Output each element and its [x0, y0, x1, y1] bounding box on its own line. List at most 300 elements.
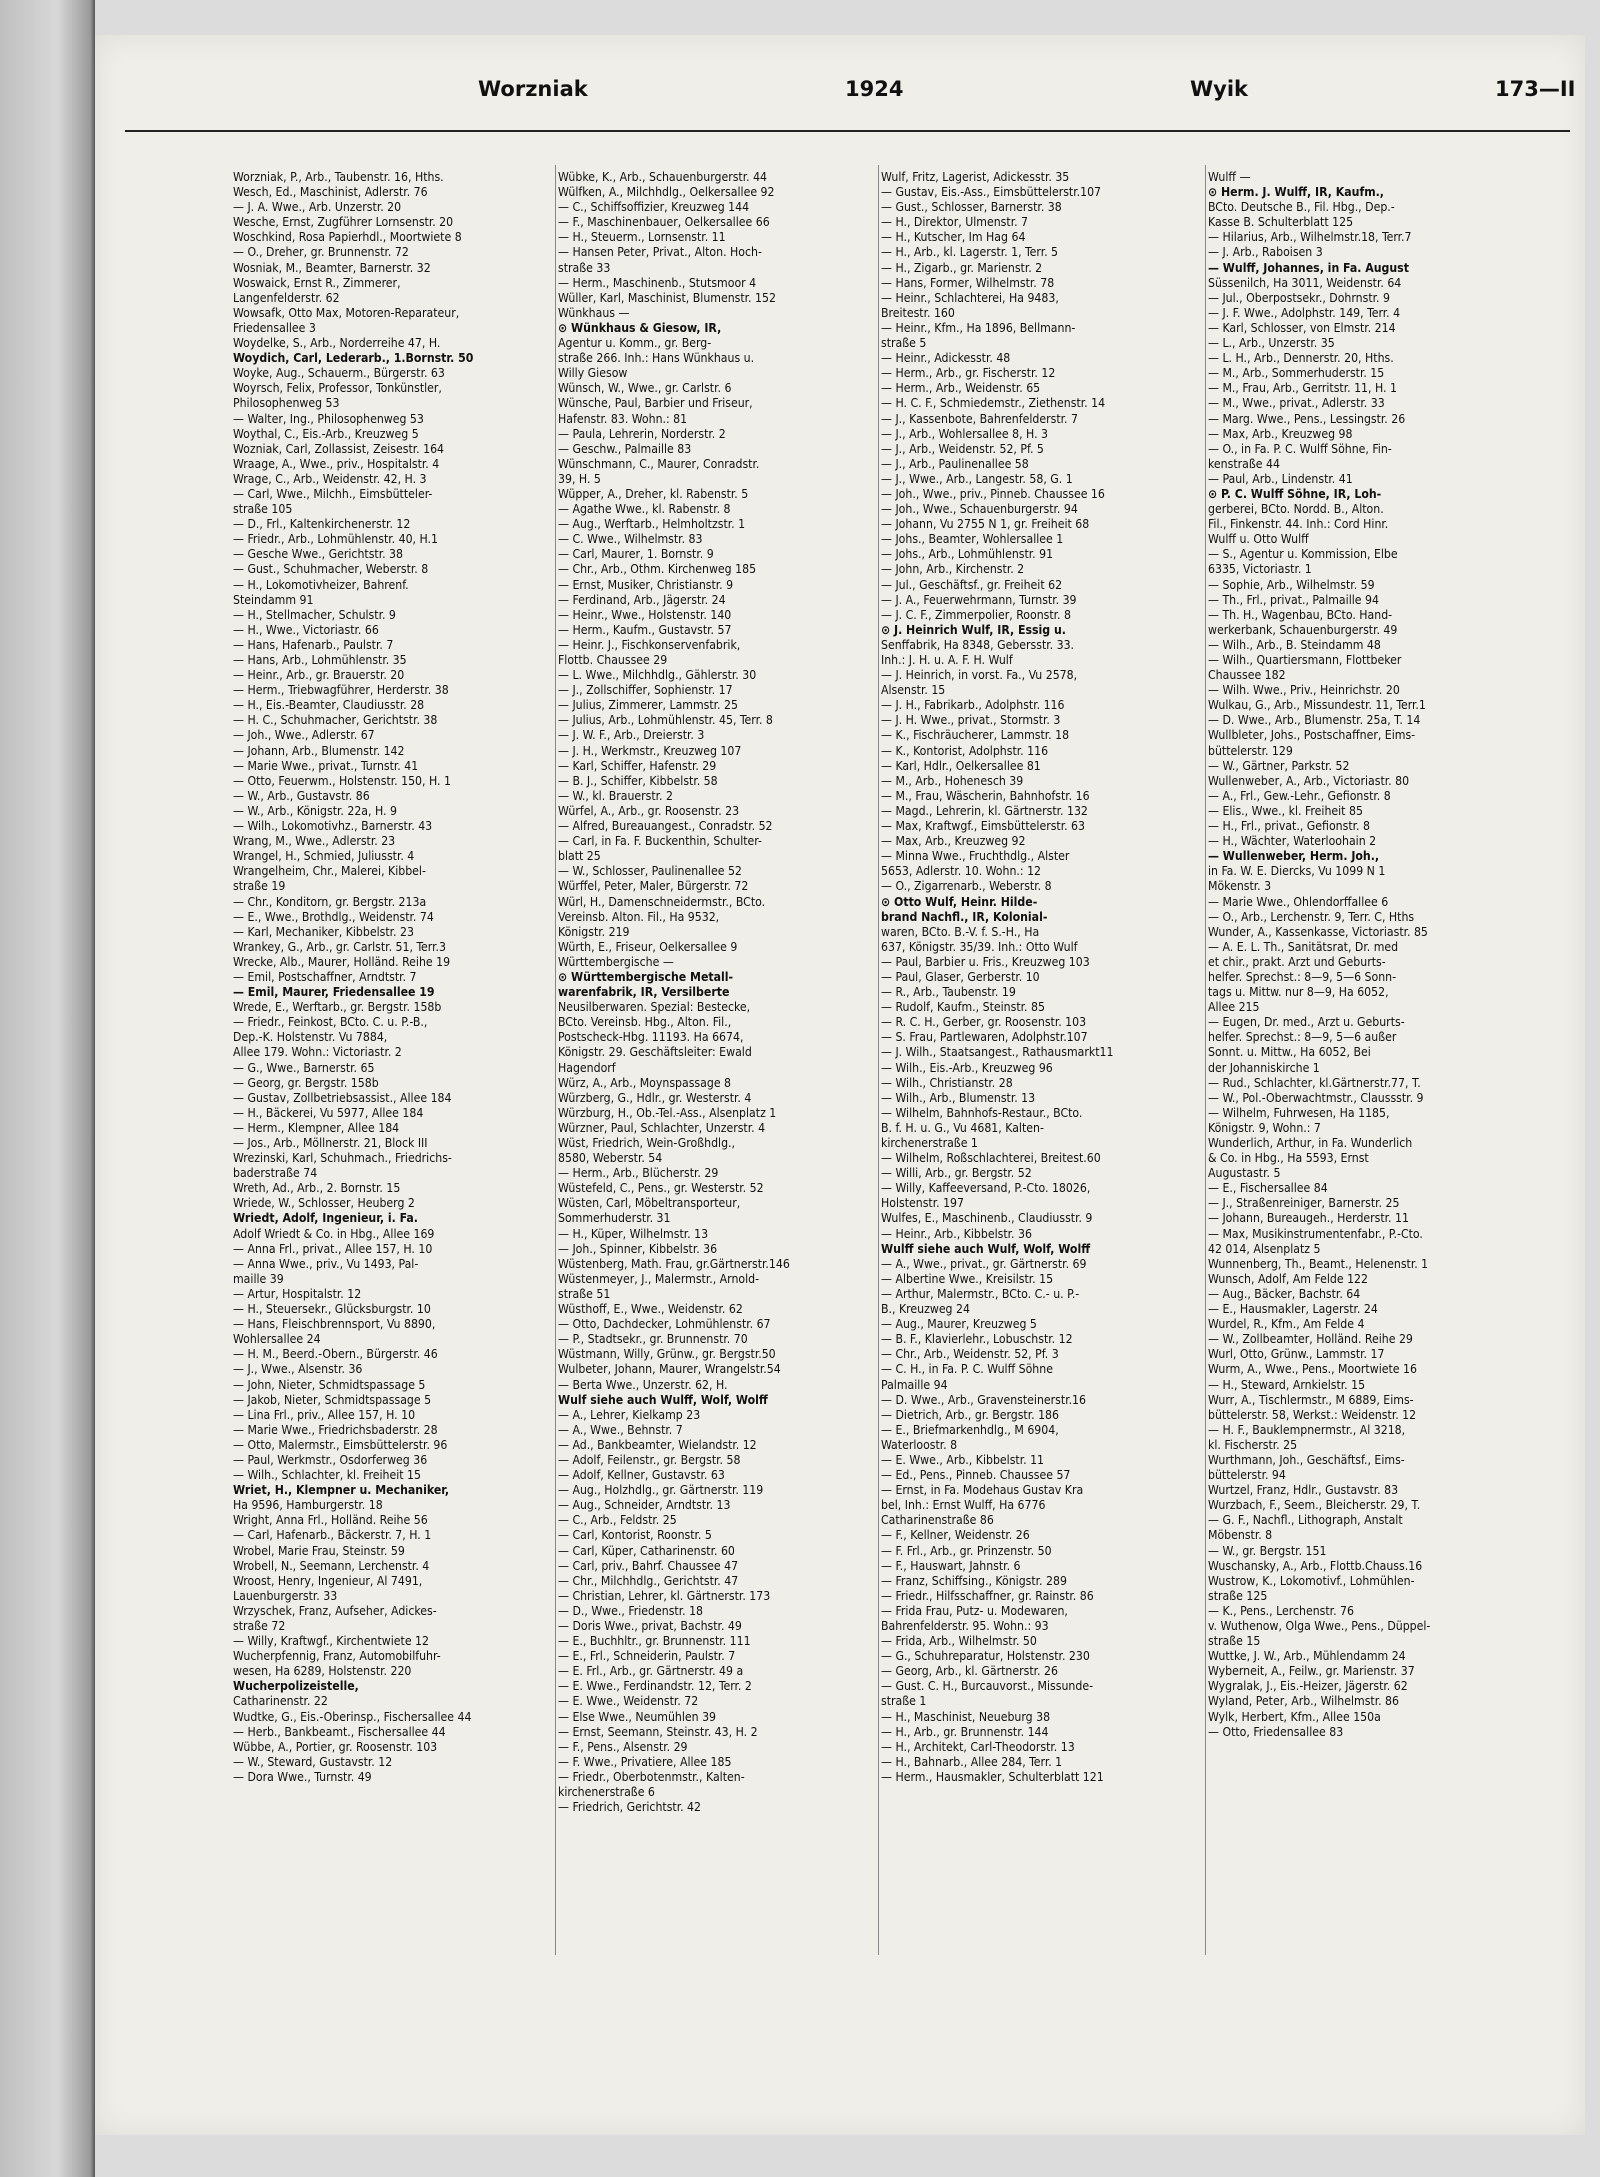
directory-entry: — Friedr., Arb., Lohmühlenstr. 40, H.1 — [233, 532, 439, 547]
directory-entry: Wucherpfennig, Franz, Automobilfuhr- — [233, 1649, 441, 1664]
directory-entry: kenstraße 44 — [1208, 456, 1280, 471]
directory-entry: Wurm, A., Wwe., Pens., Moortwiete 16 — [1208, 1362, 1417, 1377]
directory-entry: — Geschw., Palmaille 83 — [558, 441, 692, 456]
directory-entry: Senffabrik, Ha 8348, Gebersstr. 33. — [881, 637, 1075, 652]
directory-columns — [0, 170, 1600, 1950]
header-year: 1924 — [845, 77, 904, 101]
directory-entry: — Adolf, Feilenstr., gr. Bergstr. 58 — [558, 1452, 741, 1467]
directory-entry: — J. H., Werkmstr., Kreuzweg 107 — [558, 743, 742, 758]
directory-entry: Wüsten, Carl, Möbeltransporteur, — [558, 1196, 741, 1211]
directory-entry: Hagendorf — [558, 1060, 616, 1075]
directory-entry: — H., Arb., gr. Brunnenstr. 144 — [881, 1724, 1049, 1739]
directory-entry: — Aug., Holzhdlg., gr. Gärtnerstr. 119 — [558, 1483, 764, 1498]
directory-entry: — Marg. Wwe., Pens., Lessingstr. 26 — [1208, 411, 1406, 426]
directory-entry: Königstr. 9, Wohn.: 7 — [1208, 1120, 1321, 1135]
directory-entry: kirchenerstraße 1 — [881, 1136, 978, 1150]
directory-entry: Wübke, K., Arb., Schauenburgerstr. 44 — [558, 170, 768, 184]
directory-entry: Catharinenstr. 22 — [233, 1694, 328, 1709]
directory-entry: — Carl, priv., Bahrf. Chaussee 47 — [558, 1558, 739, 1573]
directory-entry: — Christian, Lehrer, kl. Gärtnerstr. 173 — [558, 1588, 771, 1603]
directory-entry: Wurthmann, Joh., Geschäftsf., Eims- — [1208, 1452, 1405, 1467]
directory-entry: — H., Zigarb., gr. Marienstr. 2 — [881, 260, 1043, 275]
directory-entry: — Wilhelm, Bahnhofs-Restaur., BCto. — [881, 1105, 1083, 1120]
directory-entry: — Walter, Ing., Philosophenweg 53 — [233, 411, 424, 426]
directory-entry: — Sophie, Arb., Wilhelmstr. 59 — [1208, 577, 1375, 592]
directory-entry: Wüsthoff, E., Wwe., Weidenstr. 62 — [558, 1302, 743, 1317]
directory-entry: — E., Fischersallee 84 — [1208, 1181, 1328, 1196]
directory-entry: Möbenstr. 8 — [1208, 1528, 1273, 1543]
directory-entry: — Anna Wwe., priv., Vu 1493, Pal- — [233, 1256, 419, 1271]
directory-entry: — Wilh., Quartiersmann, Flottbeker — [1208, 653, 1402, 667]
column-3 — [881, 170, 1203, 1785]
directory-entry: — M., Arb., Hohenesch 39 — [881, 773, 1024, 788]
directory-entry: Wulff — — [1208, 170, 1251, 184]
directory-entry: Würzner, Paul, Schlachter, Unzerstr. 4 — [558, 1120, 766, 1135]
directory-entry: — Alfred, Bureauangest., Conradstr. 52 — [558, 819, 773, 834]
directory-entry: Wrobell, N., Seemann, Lerchenstr. 4 — [233, 1558, 430, 1573]
directory-entry: — Johann, Bureaugeh., Herderstr. 11 — [1208, 1211, 1409, 1226]
directory-entry: — Herm., Arb., gr. Fischerstr. 12 — [881, 366, 1056, 381]
directory-entry: — W., Gärtner, Parkstr. 52 — [1208, 758, 1350, 773]
column-4 — [1208, 170, 1542, 1740]
directory-entry: — Herm., Arb., Blücherstr. 29 — [558, 1166, 719, 1181]
directory-entry: — Jakob, Nieter, Schmidtspassage 5 — [233, 1392, 432, 1407]
directory-entry: Wygralak, J., Eis.-Heizer, Jägerstr. 62 — [1208, 1679, 1408, 1694]
directory-entry: Wesch, Ed., Maschinist, Adlerstr. 76 — [233, 185, 428, 200]
directory-entry: — Karl, Hdlr., Oelkersallee 81 — [881, 758, 1041, 773]
directory-entry: Wüpper, A., Dreher, kl. Rabenstr. 5 — [558, 486, 749, 501]
directory-entry: — F. Frl., Arb., gr. Prinzenstr. 50 — [881, 1543, 1052, 1558]
directory-entry: Würl, H., Damenschneidermstr., BCto. — [558, 894, 766, 909]
directory-entry: — L. H., Arb., Dennerstr. 20, Hths. — [1208, 351, 1394, 366]
directory-entry: — E. Wwe., Ferdinandstr. 12, Terr. 2 — [558, 1679, 752, 1694]
directory-entry: — G. F., Nachfl., Lithograph, Anstalt — [1208, 1513, 1403, 1528]
directory-entry: — L., Arb., Unzerstr. 35 — [1208, 336, 1335, 351]
directory-entry: — A., Frl., Gew.-Lehr., Gefionstr. 8 — [1208, 788, 1391, 803]
directory-entry: — E. Wwe., Arb., Kibbelstr. 11 — [881, 1452, 1045, 1467]
directory-entry: büttelerstr. 58, Werkst.: Weidenstr. 12 — [1208, 1407, 1417, 1422]
directory-entry: — Herb., Bankbeamt., Fischersallee 44 — [233, 1724, 446, 1739]
directory-entry: — Wilh., Schlachter, kl. Freiheit 15 — [233, 1468, 421, 1483]
directory-entry: — H. C. F., Schmiedemstr., Ziethenstr. 14 — [881, 396, 1106, 411]
directory-entry: Wünsch, W., Wwe., gr. Carlstr. 6 — [558, 381, 732, 396]
directory-entry: — Gust., Schlosser, Barnerstr. 38 — [881, 200, 1062, 215]
directory-entry: Friedensallee 3 — [233, 320, 316, 335]
directory-entry: — Aug., Werftarb., Helmholtzstr. 1 — [558, 517, 746, 532]
directory-entry: Wyberneit, A., Feilw., gr. Marienstr. 37 — [1208, 1664, 1415, 1679]
directory-entry: — Chr., Arb., Weidenstr. 52, Pf. 3 — [881, 1347, 1059, 1362]
page-number: 173—II — [1495, 77, 1576, 101]
directory-entry: Wuttke, J. W., Arb., Mühlendamm 24 — [1208, 1649, 1406, 1664]
directory-entry: Wrankey, G., Arb., gr. Carlstr. 51, Terr.3 — [233, 939, 446, 954]
directory-entry: straße 72 — [233, 1619, 286, 1633]
directory-entry: — F., Kellner, Weidenstr. 26 — [881, 1528, 1030, 1543]
directory-entry: Wuschansky, A., Arb., Flottb.Chauss.16 — [1208, 1558, 1423, 1573]
directory-entry: — H., Steuerm., Lornsenstr. 11 — [558, 230, 726, 245]
directory-entry: — Paul, Arb., Lindenstr. 41 — [1208, 471, 1353, 486]
directory-entry: — Johs., Beamter, Wohlersallee 1 — [881, 532, 1064, 547]
directory-entry: Wyland, Peter, Arb., Wilhelmstr. 86 — [1208, 1694, 1400, 1709]
directory-entry: Wrede, E., Werftarb., gr. Bergstr. 158b — [233, 1000, 442, 1015]
directory-entry: — H., Steuersekr., Glücksburgstr. 10 — [233, 1302, 431, 1317]
directory-entry: straße 125 — [1208, 1588, 1268, 1603]
directory-entry: — Georg, Arb., kl. Gärtnerstr. 26 — [881, 1664, 1058, 1679]
directory-entry: — O., in Fa. P. C. Wulff Söhne, Fin- — [1208, 441, 1392, 456]
directory-entry: Wurl, Otto, Grünw., Lammstr. 17 — [1208, 1347, 1385, 1362]
directory-entry: ⊙ Wünkhaus & Giesow, IR, — [558, 320, 722, 335]
directory-entry: — L. Wwe., Milchhdlg., Gählerstr. 30 — [558, 668, 757, 683]
directory-entry: Würzburg, H., Ob.-Tel.-Ass., Alsenplatz 1 — [558, 1105, 777, 1120]
directory-entry: — Ernst, Musiker, Christianstr. 9 — [558, 577, 734, 592]
directory-entry: straße 1 — [881, 1694, 927, 1709]
directory-entry: Wright, Anna Frl., Holländ. Reihe 56 — [233, 1513, 428, 1528]
directory-entry: — H., Stellmacher, Schulstr. 9 — [233, 607, 396, 622]
directory-entry: — W., Steward, Gustavstr. 12 — [233, 1754, 393, 1769]
directory-entry: — Johann, Arb., Blumenstr. 142 — [233, 743, 405, 758]
directory-entry: ⊙ Herm. J. Wulff, IR, Kaufm., — [1208, 185, 1384, 200]
directory-entry: — D., Wwe., Friedenstr. 18 — [558, 1603, 704, 1618]
directory-entry: Palmaille 94 — [881, 1377, 948, 1392]
directory-entry: Wurtzel, Franz, Hdlr., Gustavstr. 83 — [1208, 1483, 1399, 1498]
directory-entry: — Wilh., Arb., Blumenstr. 13 — [881, 1090, 1036, 1105]
directory-entry: Wüstmann, Willy, Grünw., gr. Bergstr.50 — [558, 1347, 776, 1362]
directory-entry: — Julius, Arb., Lohmühlenstr. 45, Terr. 8 — [558, 713, 773, 728]
header-left-keyword: Worzniak — [478, 77, 588, 101]
directory-entry: — H. M., Beerd.-Obern., Bürgerstr. 46 — [233, 1347, 438, 1362]
directory-entry: — O., Arb., Lerchenstr. 9, Terr. C, Hths — [1208, 909, 1415, 924]
directory-entry: — Carl, Hafenarb., Bäckerstr. 7, H. 1 — [233, 1528, 432, 1543]
directory-entry: — Carl, Kontorist, Roonstr. 5 — [558, 1528, 712, 1543]
directory-entry: — Arthur, Malermstr., BCto. C.- u. P.- — [881, 1286, 1080, 1301]
directory-entry: Wüst, Friedrich, Wein-Großhdlg., — [558, 1136, 736, 1150]
column-2 — [558, 170, 876, 1815]
directory-entry: — K., Kontorist, Adolphstr. 116 — [881, 743, 1049, 758]
directory-entry: Sonnt. u. Mittw., Ha 6052, Bei — [1208, 1045, 1371, 1060]
directory-entry: — Doris Wwe., privat, Bachstr. 49 — [558, 1619, 742, 1633]
directory-entry: — Lina Frl., priv., Allee 157, H. 10 — [233, 1407, 416, 1422]
directory-entry: Neusilberwaren. Spezial: Bestecke, — [558, 1000, 751, 1015]
directory-entry: — Artur, Hospitalstr. 12 — [233, 1286, 362, 1301]
directory-entry: Wrzyschek, Franz, Aufseher, Adickes- — [233, 1603, 437, 1618]
directory-entry: — M., Arb., Sommerhuderstr. 15 — [1208, 366, 1385, 381]
directory-entry: — Dora Wwe., Turnstr. 49 — [233, 1769, 372, 1784]
directory-entry: — Marie Wwe., Ohlendorffallee 6 — [1208, 894, 1389, 909]
directory-entry: — Th., Frl., privat., Palmaille 94 — [1208, 592, 1379, 607]
directory-entry: Wriet, H., Klempner u. Mechaniker, — [233, 1483, 450, 1498]
directory-entry: Steindamm 91 — [233, 592, 314, 607]
directory-entry: — Paul, Werkmstr., Osdorferweg 36 — [233, 1452, 428, 1467]
directory-entry: bel, Inh.: Ernst Wulff, Ha 6776 — [881, 1498, 1046, 1513]
directory-entry: Woyke, Aug., Schauerm., Bürgerstr. 63 — [233, 366, 445, 381]
directory-entry: Philosophenweg 53 — [233, 396, 340, 411]
directory-entry: — Friedr., Oberbotenmstr., Kalten- — [558, 1769, 745, 1784]
directory-entry: 6335, Victoriastr. 1 — [1208, 562, 1312, 577]
directory-entry: der Johanniskirche 1 — [1208, 1060, 1320, 1075]
directory-entry: — E. Wwe., Weidenstr. 72 — [558, 1694, 699, 1709]
directory-entry: — Herm., Triebwagführer, Herderstr. 38 — [233, 683, 449, 698]
directory-entry: wesen, Ha 6289, Holstenstr. 220 — [233, 1664, 412, 1679]
directory-entry: Wurr, A., Tischlermstr., M 6889, Eims- — [1208, 1392, 1414, 1407]
directory-entry: Dep.-K. Holstenstr. Vu 7884, — [233, 1030, 388, 1045]
directory-entry: — Joh., Spinner, Kibbelstr. 36 — [558, 1241, 718, 1256]
directory-entry: — Otto, Feuerwm., Holstenstr. 150, H. 1 — [233, 773, 451, 788]
directory-entry: Wrobel, Marie Frau, Steinstr. 59 — [233, 1543, 405, 1558]
directory-entry: — Chr., Konditorn, gr. Bergstr. 213a — [233, 894, 427, 909]
directory-entry: — A., Lehrer, Kielkamp 23 — [558, 1407, 701, 1422]
directory-entry: — Carl, Maurer, 1. Bornstr. 9 — [558, 547, 714, 562]
directory-entry: — E., Briefmarkenhdlg., M 6904, — [881, 1422, 1059, 1437]
directory-entry: — Joh., Wwe., Schauenburgerstr. 94 — [881, 502, 1078, 517]
directory-entry: Langenfelderstr. 62 — [233, 290, 340, 305]
directory-entry: — M., Wwe., privat., Adlerstr. 33 — [1208, 396, 1385, 411]
directory-entry: — Wilh., Christianstr. 28 — [881, 1075, 1013, 1090]
directory-entry: — Elis., Wwe., kl. Freiheit 85 — [1208, 803, 1363, 818]
directory-entry: helfer. Sprechst.: 8—9, 5—6 außer — [1208, 1030, 1397, 1045]
directory-entry: — Ernst, in Fa. Modehaus Gustav Kra — [881, 1483, 1084, 1498]
directory-entry: Willy Giesow — [558, 366, 628, 381]
directory-entry: büttelerstr. 129 — [1208, 743, 1293, 758]
directory-entry: Woydelke, S., Arb., Norderreihe 47, H. — [233, 336, 441, 351]
directory-entry: — Agathe Wwe., kl. Rabenstr. 8 — [558, 502, 731, 517]
directory-entry: Woswaick, Ernst R., Zimmerer, — [233, 275, 401, 290]
directory-entry: — John, Nieter, Schmidtspassage 5 — [233, 1377, 426, 1392]
directory-entry: tags u. Mittw. nur 8—9, Ha 6052, — [1208, 985, 1389, 1000]
directory-entry: Wylk, Herbert, Kfm., Allee 150a — [1208, 1709, 1381, 1724]
directory-entry: — Max, Arb., Kreuzweg 92 — [881, 834, 1026, 849]
directory-entry: — Marie Wwe., Friedrichsbaderstr. 28 — [233, 1422, 438, 1437]
directory-entry: — B. J., Schiffer, Kibbelstr. 58 — [558, 773, 718, 788]
directory-entry: — J. Wilh., Staatsangest., Rathausmarkt11 — [881, 1045, 1114, 1060]
directory-entry: — Wilhelm, Roßschlachterei, Breitest.60 — [881, 1151, 1101, 1166]
column-1 — [233, 170, 553, 1785]
directory-entry: Wunderlich, Arthur, in Fa. Wunderlich — [1208, 1136, 1413, 1150]
directory-entry: — Else Wwe., Neumühlen 39 — [558, 1709, 717, 1724]
directory-entry: — Emil, Postschaffner, Arndtstr. 7 — [233, 969, 417, 984]
directory-entry: blatt 25 — [558, 849, 601, 864]
directory-entry: — Wilhelm, Fuhrwesen, Ha 1185, — [1208, 1105, 1390, 1120]
directory-entry: & Co. in Hbg., Ha 5593, Ernst — [1208, 1151, 1369, 1166]
directory-entry: — A., Wwe., Behnstr. 7 — [558, 1422, 683, 1437]
directory-entry: Königstr. 219 — [558, 924, 630, 939]
directory-entry: — Hilarius, Arb., Wilhelmstr.18, Terr.7 — [1208, 230, 1412, 245]
directory-entry: Wünkhaus — — [558, 305, 630, 320]
directory-entry: — J., Arb., Paulinenallee 58 — [881, 456, 1029, 471]
directory-entry: — W., gr. Bergstr. 151 — [1208, 1543, 1327, 1558]
directory-entry: — Herm., Maschinenb., Stutsmoor 4 — [558, 275, 757, 290]
directory-entry: Wreth, Ad., Arb., 2. Bornstr. 15 — [233, 1181, 401, 1196]
directory-entry: — Karl, Schiffer, Hafenstr. 29 — [558, 758, 717, 773]
directory-entry: — J. A., Feuerwehrmann, Turnstr. 39 — [881, 592, 1077, 607]
directory-entry: Wriedt, Adolf, Ingenieur, i. Fa. — [233, 1211, 418, 1226]
directory-entry: — Willy, Kraftwgf., Kirchentwiete 12 — [233, 1634, 429, 1649]
directory-entry: 8580, Weberstr. 54 — [558, 1151, 663, 1166]
directory-entry: Wünsche, Paul, Barbier und Friseur, — [558, 396, 753, 411]
directory-entry: Wraage, A., Wwe., priv., Hospitalstr. 4 — [233, 456, 440, 471]
directory-entry: — H., Direktor, Ulmenstr. 7 — [881, 215, 1029, 230]
directory-entry: — Hansen Peter, Privat., Alton. Hoch- — [558, 245, 762, 260]
directory-entry: — Georg, gr. Bergstr. 158b — [233, 1075, 379, 1090]
directory-entry: — Emil, Maurer, Friedensallee 19 — [233, 985, 435, 1000]
directory-entry: — Berta Wwe., Unzerstr. 62, H. — [558, 1377, 728, 1392]
directory-entry: — F., Hauswart, Jahnstr. 6 — [881, 1558, 1021, 1573]
directory-entry: 42 014, Alsenplatz 5 — [1208, 1241, 1321, 1256]
directory-entry: — D. Wwe., Arb., Gravensteinerstr.16 — [881, 1392, 1087, 1407]
directory-entry: Würzberg, G., Hdlr., gr. Westerstr. 4 — [558, 1090, 752, 1105]
directory-entry: — H. F., Bauklempnermstr., Al 3218, — [1208, 1422, 1406, 1437]
directory-entry: ⊙ J. Heinrich Wulf, IR, Essig u. — [881, 622, 1066, 637]
directory-entry: helfer. Sprechst.: 8—9, 5—6 Sonn- — [1208, 969, 1397, 984]
directory-entry: Woydich, Carl, Lederarb., 1.Bornstr. 50 — [233, 351, 474, 366]
directory-entry: Wucherpolizeistelle, — [233, 1679, 359, 1694]
directory-entry: — J. W. F., Arb., Dreierstr. 3 — [558, 728, 705, 743]
directory-entry: — Minna Wwe., Fruchthdlg., Alster — [881, 849, 1070, 864]
directory-entry: — Herm., Kaufm., Gustavstr. 57 — [558, 622, 732, 637]
directory-entry: Chaussee 182 — [1208, 668, 1286, 683]
directory-entry: — C. H., in Fa. P. C. Wulff Söhne — [881, 1362, 1053, 1377]
directory-entry: Wriede, W., Schlosser, Heuberg 2 — [233, 1196, 415, 1211]
directory-entry: — M., Frau, Wäscherin, Bahnhofstr. 16 — [881, 788, 1090, 803]
directory-entry: Süssenilch, Ha 3011, Weidenstr. 64 — [1208, 275, 1402, 290]
directory-entry: — Gust. C. H., Burcauvorst., Missunde- — [881, 1679, 1094, 1694]
directory-entry: — Herm., Hausmakler, Schulterblatt 121 — [881, 1769, 1104, 1784]
directory-entry: — Wilh. Wwe., Priv., Heinrichstr. 20 — [1208, 683, 1400, 698]
directory-entry: — Friedrich, Gerichtstr. 42 — [558, 1800, 702, 1815]
directory-entry: — Gustav, Zollbetriebsassist., Allee 184 — [233, 1090, 452, 1105]
directory-entry: Allee 215 — [1208, 1000, 1260, 1015]
directory-entry: et chir., prakt. Arzt und Geburts- — [1208, 954, 1386, 969]
directory-entry: Catharinenstraße 86 — [881, 1513, 994, 1528]
directory-entry: — J. H., Fabrikarb., Adolphstr. 116 — [881, 698, 1065, 713]
directory-entry: — H., Wwe., Victoriastr. 66 — [233, 622, 379, 637]
directory-entry: — Gustav, Eis.-Ass., Eimsbüttelerstr.107 — [881, 185, 1102, 200]
directory-entry: — Friedr., Feinkost, BCto. C. u. P.-B., — [233, 1015, 428, 1030]
directory-entry: Kasse B. Schulterblatt 125 — [1208, 215, 1354, 230]
directory-entry: — Paul, Barbier u. Fris., Kreuzweg 103 — [881, 954, 1090, 969]
directory-entry: Augustastr. 5 — [1208, 1166, 1281, 1181]
directory-entry: — W., Schlosser, Paulinenallee 52 — [558, 864, 742, 879]
directory-entry: — F., Pens., Alsenstr. 29 — [558, 1739, 688, 1754]
directory-entry: — Jos., Arb., Möllnerstr. 21, Block III — [233, 1136, 428, 1150]
directory-entry: Vereinsb. Alton. Fil., Ha 9532, — [558, 909, 720, 924]
directory-entry: — Chr., Arb., Othm. Kirchenweg 185 — [558, 562, 757, 577]
directory-entry: — Julius, Zimmerer, Lammstr. 25 — [558, 698, 738, 713]
directory-entry: — Heinr., Kfm., Ha 1896, Bellmann- — [881, 320, 1076, 335]
directory-entry: kirchenerstraße 6 — [558, 1785, 655, 1800]
directory-entry: — E., Frl., Schneiderin, Paulstr. 7 — [558, 1649, 736, 1664]
directory-entry: — R., Arb., Taubenstr. 19 — [881, 985, 1016, 1000]
directory-entry: — Carl, Wwe., Milchh., Eimsbütteler- — [233, 486, 433, 501]
directory-entry: — J. Arb., Raboisen 3 — [1208, 245, 1323, 260]
directory-entry: — J. A. Wwe., Arb. Unzerstr. 20 — [233, 200, 402, 215]
directory-entry: — Aug., Maurer, Kreuzweg 5 — [881, 1317, 1037, 1332]
directory-entry: Wulkau, G., Arb., Missundestr. 11, Terr.1 — [1208, 698, 1426, 713]
directory-entry: — Johann, Vu 2755 N 1, gr. Freiheit 68 — [881, 517, 1090, 532]
directory-entry: — Wulff, Johannes, in Fa. August — [1208, 260, 1409, 275]
directory-entry: — Frida Frau, Putz- u. Modewaren, — [881, 1603, 1068, 1618]
directory-entry: straße 105 — [233, 502, 293, 517]
directory-entry: — John, Arb., Kirchenstr. 2 — [881, 562, 1025, 577]
directory-entry: — F., Maschinenbauer, Oelkersallee 66 — [558, 215, 770, 230]
directory-entry: Wüstefeld, C., Pens., gr. Westerstr. 52 — [558, 1181, 764, 1196]
directory-entry: Wüstenmeyer, J., Malermstr., Arnold- — [558, 1271, 760, 1286]
directory-entry: — H., Lokomotivheizer, Bahrenf. — [233, 577, 409, 592]
directory-entry: Würffel, Peter, Maler, Bürgerstr. 72 — [558, 879, 749, 894]
directory-entry: — G., Wwe., Barnerstr. 65 — [233, 1060, 375, 1075]
directory-entry: ⊙ Otto Wulf, Heinr. Hilde- — [881, 894, 1038, 909]
directory-entry: — Willy, Kaffeeversand, P.-Cto. 18026, — [881, 1181, 1091, 1196]
directory-entry: — J. Heinrich, in vorst. Fa., Vu 2578, — [881, 668, 1078, 683]
directory-entry: — Albertine Wwe., Kreisilstr. 15 — [881, 1271, 1054, 1286]
directory-entry: — Max, Arb., Kreuzweg 98 — [1208, 426, 1353, 441]
directory-entry: — Th. H., Wagenbau, BCto. Hand- — [1208, 607, 1393, 622]
directory-entry: — H., Kutscher, Im Hag 64 — [881, 230, 1026, 245]
directory-entry: — E., Buchhltr., gr. Brunnenstr. 111 — [558, 1634, 751, 1649]
directory-entry: Wrang, M., Wwe., Adlerstr. 23 — [233, 834, 396, 849]
directory-entry: — Wilh., Arb., B. Steindamm 48 — [1208, 637, 1381, 652]
directory-entry: — H., Bäckerei, Vu 5977, Allee 184 — [233, 1105, 424, 1120]
directory-entry: Wozniak, Carl, Zollassist, Zeisestr. 164 — [233, 441, 445, 456]
directory-entry: — Johs., Arb., Lohmühlenstr. 91 — [881, 547, 1054, 562]
directory-entry: straße 266. Inh.: Hans Wünkhaus u. — [558, 351, 755, 366]
directory-entry: Wunsch, Adolf, Am Felde 122 — [1208, 1271, 1368, 1286]
directory-entry: — H., Frl., privat., Gefionstr. 8 — [1208, 819, 1370, 834]
directory-entry: — Joh., Wwe., Adlerstr. 67 — [233, 728, 375, 743]
directory-entry: 39, H. 5 — [558, 471, 601, 486]
directory-entry: — F. Wwe., Privatiere, Allee 185 — [558, 1754, 732, 1769]
directory-entry: — Frida, Arb., Wilhelmstr. 50 — [881, 1634, 1037, 1649]
directory-entry: Wrangel, H., Schmied, Juliusstr. 4 — [233, 849, 415, 864]
directory-entry: warenfabrik, IR, Versilberte — [558, 985, 730, 1000]
directory-entry: Wünschmann, C., Maurer, Conradstr. — [558, 456, 760, 471]
directory-entry: — Carl, Küper, Catharinenstr. 60 — [558, 1543, 735, 1558]
directory-entry: — C., Arb., Feldstr. 25 — [558, 1513, 677, 1528]
directory-entry: — Ernst, Seemann, Steinstr. 43, H. 2 — [558, 1724, 758, 1739]
directory-entry: — J., Straßenreiniger, Barnerstr. 25 — [1208, 1196, 1400, 1211]
directory-entry: Königstr. 29. Geschäftsleiter: Ewald — [558, 1045, 752, 1060]
directory-entry: — A. E. L. Th., Sanitätsrat, Dr. med — [1208, 939, 1399, 954]
directory-entry: — Anna Frl., privat., Allee 157, H. 10 — [233, 1241, 433, 1256]
directory-entry: — H., Bahnarb., Allee 284, Terr. 1 — [881, 1754, 1063, 1769]
directory-entry: — D. Wwe., Arb., Blumenstr. 25a, T. 14 — [1208, 713, 1421, 728]
directory-entry: kl. Fischerstr. 25 — [1208, 1437, 1298, 1452]
directory-entry: — Heinr., Wwe., Holstenstr. 140 — [558, 607, 732, 622]
directory-entry: Ha 9596, Hamburgerstr. 18 — [233, 1498, 383, 1513]
directory-entry: straße 19 — [233, 879, 286, 894]
directory-entry: — Ad., Bankbeamter, Wielandstr. 12 — [558, 1437, 757, 1452]
directory-entry: — Otto, Friedensallee 83 — [1208, 1724, 1344, 1739]
directory-entry: — O., Dreher, gr. Brunnenstr. 72 — [233, 245, 409, 260]
directory-entry: Breitestr. 160 — [881, 305, 955, 320]
directory-entry: v. Wuthenow, Olga Wwe., Pens., Düppel- — [1208, 1619, 1431, 1633]
directory-entry: — E., Hausmakler, Lagerstr. 24 — [1208, 1302, 1378, 1317]
directory-entry: — Ferdinand, Arb., Jägerstr. 24 — [558, 592, 726, 607]
directory-entry: Würz, A., Arb., Moynspassage 8 — [558, 1075, 732, 1090]
directory-entry: Wesche, Ernst, Zugführer Lornsenstr. 20 — [233, 215, 454, 230]
directory-entry: — Karl, Schlosser, von Elmstr. 214 — [1208, 320, 1396, 335]
directory-entry: — J., Arb., Wohlersallee 8, H. 3 — [881, 426, 1049, 441]
directory-entry: 5653, Adlerstr. 10. Wohn.: 12 — [881, 864, 1042, 879]
directory-entry: — A., Wwe., privat., gr. Gärtnerstr. 69 — [881, 1256, 1087, 1271]
directory-entry: Wulfes, E., Maschinenb., Claudiusstr. 9 — [881, 1211, 1093, 1226]
directory-entry: — W., Pol.-Oberwachtmstr., Claussstr. 9 — [1208, 1090, 1424, 1105]
directory-entry: Wrezinski, Karl, Schuhmach., Friedrichs- — [233, 1151, 452, 1166]
directory-entry: brand Nachfl., IR, Kolonial- — [881, 909, 1048, 924]
header-rule — [125, 130, 1570, 132]
directory-entry: — J. C. F., Zimmerpolier, Roonstr. 8 — [881, 607, 1071, 622]
directory-entry: Wosniak, M., Beamter, Barnerstr. 32 — [233, 260, 431, 275]
directory-entry: maille 39 — [233, 1271, 284, 1286]
directory-entry: — Franz, Schiffsing., Königstr. 289 — [881, 1573, 1067, 1588]
